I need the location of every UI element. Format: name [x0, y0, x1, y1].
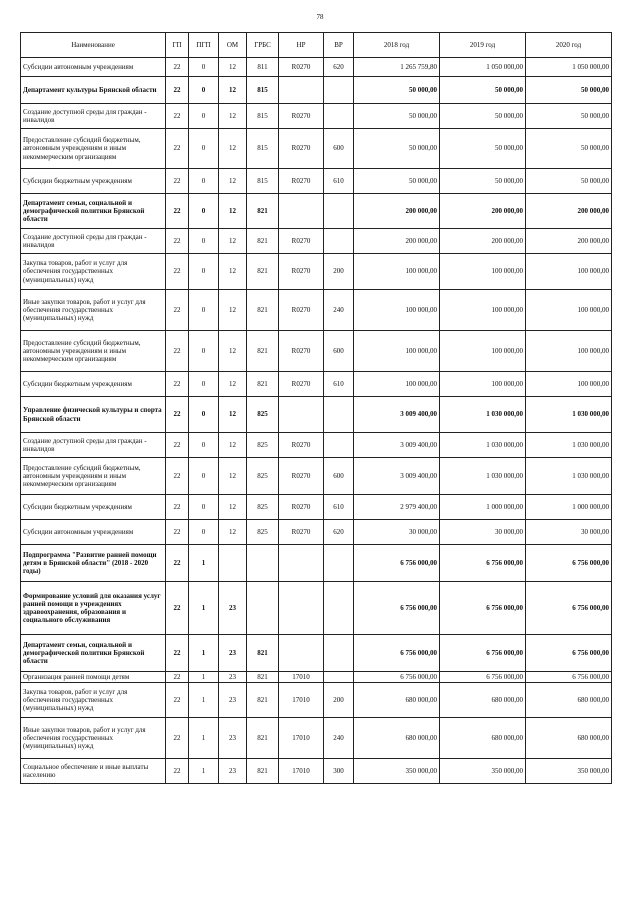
cell-grbs: 821: [247, 229, 279, 254]
cell-pgp: 0: [189, 433, 219, 458]
table-row: [21, 520, 612, 545]
table-row: [21, 169, 612, 194]
col-om-header: ОМ: [219, 33, 247, 58]
cell-name: Департамент культуры Брянской области: [21, 77, 166, 104]
cell-nr: R0270: [279, 372, 324, 397]
cell-vr: [324, 672, 354, 683]
cell-2019: 100 000,00: [440, 331, 526, 372]
cell-2020: 30 000,00: [526, 520, 612, 545]
cell-nr: R0270: [279, 169, 324, 194]
cell-2018: 6 756 000,00: [354, 545, 440, 582]
cell-2018: 200 000,00: [354, 229, 440, 254]
cell-grbs: 825: [247, 495, 279, 520]
cell-2018: 100 000,00: [354, 331, 440, 372]
table-row: [21, 397, 612, 433]
cell-2018: 50 000,00: [354, 129, 440, 169]
cell-om: [219, 545, 247, 582]
cell-grbs: [247, 545, 279, 582]
cell-name: Субсидии бюджетным учреждениям: [21, 372, 166, 397]
cell-name: Департамент семьи, социальной и демографической политики Брянской области: [21, 194, 166, 229]
cell-vr: [324, 104, 354, 129]
cell-vr: [324, 194, 354, 229]
cell-name: Создание доступной среды для граждан - инвалидов: [21, 433, 166, 458]
cell-pgp: 0: [189, 495, 219, 520]
cell-nr: R0270: [279, 495, 324, 520]
cell-vr: 240: [324, 290, 354, 331]
col-grbs-header: ГРБС: [247, 33, 279, 58]
table-row: [21, 194, 612, 229]
cell-om: 12: [219, 372, 247, 397]
cell-name: Субсидии бюджетным учреждениям: [21, 495, 166, 520]
cell-2020: 200 000,00: [526, 229, 612, 254]
cell-2018: 6 756 000,00: [354, 582, 440, 635]
cell-pgp: 0: [189, 58, 219, 77]
cell-name: Закупка товаров, работ и услуг для обеспечения государственных (муниципальных) нужд: [21, 254, 166, 290]
cell-nr: [279, 545, 324, 582]
cell-grbs: 821: [247, 635, 279, 672]
cell-pgp: 0: [189, 77, 219, 104]
cell-pgp: 1: [189, 672, 219, 683]
cell-name: Субсидии бюджетным учреждениям: [21, 169, 166, 194]
cell-gp: 22: [166, 58, 189, 77]
table-row: [21, 331, 612, 372]
cell-grbs: 825: [247, 433, 279, 458]
cell-name: Субсидии автономным учреждениям: [21, 520, 166, 545]
cell-2018: 6 756 000,00: [354, 635, 440, 672]
table-row: [21, 433, 612, 458]
cell-name: Предоставление субсидий бюджетным, автономным учреждениям и иным некоммерческим организациям: [21, 129, 166, 169]
cell-gp: 22: [166, 683, 189, 718]
cell-vr: 200: [324, 254, 354, 290]
cell-2020: 100 000,00: [526, 372, 612, 397]
cell-gp: 22: [166, 433, 189, 458]
cell-2019: 50 000,00: [440, 104, 526, 129]
cell-2020: 50 000,00: [526, 169, 612, 194]
table-row: [21, 683, 612, 718]
cell-2019: 1 000 000,00: [440, 495, 526, 520]
cell-om: 23: [219, 672, 247, 683]
cell-om: 12: [219, 129, 247, 169]
cell-pgp: 0: [189, 254, 219, 290]
cell-2018: 6 756 000,00: [354, 672, 440, 683]
table-row: [21, 495, 612, 520]
cell-2019: 100 000,00: [440, 372, 526, 397]
cell-pgp: 0: [189, 397, 219, 433]
cell-2020: 6 756 000,00: [526, 635, 612, 672]
cell-2020: 680 000,00: [526, 718, 612, 759]
cell-nr: R0270: [279, 290, 324, 331]
cell-nr: R0270: [279, 58, 324, 77]
cell-grbs: 821: [247, 290, 279, 331]
cell-vr: 200: [324, 683, 354, 718]
cell-grbs: 815: [247, 77, 279, 104]
cell-2018: 3 009 400,00: [354, 397, 440, 433]
cell-gp: 22: [166, 582, 189, 635]
cell-om: 12: [219, 290, 247, 331]
cell-vr: [324, 545, 354, 582]
cell-2020: 50 000,00: [526, 104, 612, 129]
table-header: [21, 33, 612, 58]
cell-2019: 6 756 000,00: [440, 672, 526, 683]
cell-2019: 680 000,00: [440, 683, 526, 718]
cell-pgp: 0: [189, 194, 219, 229]
cell-vr: 600: [324, 331, 354, 372]
cell-grbs: 821: [247, 672, 279, 683]
cell-gp: 22: [166, 372, 189, 397]
cell-gp: 22: [166, 229, 189, 254]
cell-nr: 17010: [279, 683, 324, 718]
col-name-header: Наименование: [21, 33, 166, 58]
table-row: [21, 77, 612, 104]
cell-name: Субсидии автономным учреждениям: [21, 58, 166, 77]
table-row: [21, 759, 612, 784]
cell-gp: 22: [166, 520, 189, 545]
table-row: [21, 718, 612, 759]
cell-grbs: [247, 582, 279, 635]
table-body: [21, 58, 612, 784]
cell-grbs: 821: [247, 372, 279, 397]
cell-2020: 6 756 000,00: [526, 545, 612, 582]
col-2020-header: 2020 год: [526, 33, 612, 58]
cell-vr: [324, 229, 354, 254]
header-row: [21, 33, 612, 58]
cell-gp: 22: [166, 254, 189, 290]
cell-2020: 1 000 000,00: [526, 495, 612, 520]
table-row: [21, 458, 612, 495]
cell-2018: 100 000,00: [354, 290, 440, 331]
cell-2019: 50 000,00: [440, 169, 526, 194]
cell-vr: 620: [324, 58, 354, 77]
cell-2019: 30 000,00: [440, 520, 526, 545]
cell-2020: 200 000,00: [526, 194, 612, 229]
cell-om: 23: [219, 759, 247, 784]
cell-grbs: 825: [247, 458, 279, 495]
cell-2019: 1 030 000,00: [440, 458, 526, 495]
cell-2020: 680 000,00: [526, 683, 612, 718]
cell-grbs: 821: [247, 331, 279, 372]
cell-om: 12: [219, 433, 247, 458]
cell-2020: 100 000,00: [526, 290, 612, 331]
cell-2018: 1 265 759,80: [354, 58, 440, 77]
cell-grbs: 811: [247, 58, 279, 77]
cell-2020: 50 000,00: [526, 129, 612, 169]
cell-pgp: 1: [189, 545, 219, 582]
cell-pgp: 0: [189, 458, 219, 495]
page-number: 78: [316, 13, 324, 21]
cell-om: 12: [219, 458, 247, 495]
cell-2018: 350 000,00: [354, 759, 440, 784]
cell-om: 12: [219, 397, 247, 433]
cell-om: 23: [219, 635, 247, 672]
cell-pgp: 1: [189, 718, 219, 759]
cell-om: 12: [219, 520, 247, 545]
cell-nr: [279, 582, 324, 635]
cell-nr: 17010: [279, 672, 324, 683]
cell-om: 23: [219, 718, 247, 759]
cell-vr: 240: [324, 718, 354, 759]
table-row: [21, 104, 612, 129]
cell-2018: 680 000,00: [354, 718, 440, 759]
cell-grbs: 821: [247, 683, 279, 718]
cell-gp: 22: [166, 194, 189, 229]
table-row: [21, 672, 612, 683]
cell-2018: 100 000,00: [354, 372, 440, 397]
table-row: [21, 290, 612, 331]
cell-pgp: 0: [189, 290, 219, 331]
cell-nr: 17010: [279, 759, 324, 784]
cell-2018: 50 000,00: [354, 169, 440, 194]
cell-vr: [324, 582, 354, 635]
cell-pgp: 1: [189, 582, 219, 635]
cell-2019: 1 030 000,00: [440, 397, 526, 433]
col-nr-header: НР: [279, 33, 324, 58]
cell-2019: 200 000,00: [440, 194, 526, 229]
cell-name: Иные закупки товаров, работ и услуг для обеспечения государственных (муниципальных) нужд: [21, 290, 166, 331]
table-row: [21, 58, 612, 77]
cell-vr: [324, 433, 354, 458]
cell-name: Организация ранней помощи детям: [21, 672, 166, 683]
cell-gp: 22: [166, 290, 189, 331]
cell-om: 12: [219, 495, 247, 520]
cell-2019: 6 756 000,00: [440, 582, 526, 635]
cell-name: Предоставление субсидий бюджетным, автономным учреждениям и иным некоммерческим организациям: [21, 331, 166, 372]
cell-nr: R0270: [279, 458, 324, 495]
cell-vr: 610: [324, 372, 354, 397]
cell-2019: 680 000,00: [440, 718, 526, 759]
table-row: [21, 372, 612, 397]
budget-table: [20, 32, 612, 784]
cell-name: Создание доступной среды для граждан - инвалидов: [21, 229, 166, 254]
cell-2020: 100 000,00: [526, 254, 612, 290]
cell-2018: 680 000,00: [354, 683, 440, 718]
cell-name: Формирование условий для оказания услуг ранней помощи в учреждениях здравоохранения, образования и социального обслуживания: [21, 582, 166, 635]
cell-om: 12: [219, 104, 247, 129]
col-2019-header: 2019 год: [440, 33, 526, 58]
cell-gp: 22: [166, 169, 189, 194]
cell-name: Социальное обеспечение и иные выплаты населению: [21, 759, 166, 784]
cell-2020: 1 030 000,00: [526, 458, 612, 495]
cell-nr: R0270: [279, 331, 324, 372]
cell-2019: 6 756 000,00: [440, 635, 526, 672]
cell-gp: 22: [166, 759, 189, 784]
cell-om: 23: [219, 582, 247, 635]
cell-2020: 6 756 000,00: [526, 672, 612, 683]
cell-2020: 350 000,00: [526, 759, 612, 784]
cell-om: 12: [219, 194, 247, 229]
cell-om: 12: [219, 58, 247, 77]
cell-nr: [279, 635, 324, 672]
cell-pgp: 0: [189, 129, 219, 169]
cell-2020: 100 000,00: [526, 331, 612, 372]
col-vr-header: ВР: [324, 33, 354, 58]
table-row: [21, 635, 612, 672]
cell-om: 12: [219, 229, 247, 254]
cell-gp: 22: [166, 672, 189, 683]
col-gp-header: ГП: [166, 33, 189, 58]
cell-2018: 3 009 400,00: [354, 458, 440, 495]
cell-gp: 22: [166, 331, 189, 372]
cell-nr: [279, 194, 324, 229]
cell-2018: 100 000,00: [354, 254, 440, 290]
cell-gp: 22: [166, 77, 189, 104]
cell-pgp: 1: [189, 759, 219, 784]
cell-vr: 600: [324, 458, 354, 495]
table-row: [21, 582, 612, 635]
cell-vr: 600: [324, 129, 354, 169]
cell-gp: 22: [166, 545, 189, 582]
cell-name: Предоставление субсидий бюджетным, автономным учреждениям и иным некоммерческим организациям: [21, 458, 166, 495]
cell-grbs: 821: [247, 194, 279, 229]
cell-pgp: 0: [189, 229, 219, 254]
cell-2019: 50 000,00: [440, 77, 526, 104]
cell-gp: 22: [166, 635, 189, 672]
cell-vr: [324, 635, 354, 672]
cell-name: Иные закупки товаров, работ и услуг для обеспечения государственных (муниципальных) нужд: [21, 718, 166, 759]
cell-2019: 350 000,00: [440, 759, 526, 784]
cell-nr: R0270: [279, 104, 324, 129]
cell-om: 23: [219, 683, 247, 718]
cell-gp: 22: [166, 495, 189, 520]
table-row: [21, 129, 612, 169]
cell-2018: 2 979 400,00: [354, 495, 440, 520]
cell-2018: 30 000,00: [354, 520, 440, 545]
cell-name: Закупка товаров, работ и услуг для обеспечения государственных (муниципальных) нужд: [21, 683, 166, 718]
cell-2020: 50 000,00: [526, 77, 612, 104]
cell-om: 12: [219, 254, 247, 290]
cell-2019: 1 030 000,00: [440, 433, 526, 458]
cell-2020: 1 030 000,00: [526, 397, 612, 433]
cell-pgp: 1: [189, 635, 219, 672]
cell-grbs: 821: [247, 759, 279, 784]
cell-gp: 22: [166, 718, 189, 759]
cell-2018: 3 009 400,00: [354, 433, 440, 458]
table-row: [21, 545, 612, 582]
cell-2019: 100 000,00: [440, 254, 526, 290]
cell-name: Управление физической культуры и спорта Брянской области: [21, 397, 166, 433]
cell-nr: R0270: [279, 129, 324, 169]
cell-2018: 50 000,00: [354, 104, 440, 129]
table-row: [21, 229, 612, 254]
cell-2020: 6 756 000,00: [526, 582, 612, 635]
cell-grbs: 815: [247, 104, 279, 129]
cell-vr: 610: [324, 169, 354, 194]
cell-om: 12: [219, 77, 247, 104]
cell-nr: 17010: [279, 718, 324, 759]
cell-nr: [279, 397, 324, 433]
cell-2019: 100 000,00: [440, 290, 526, 331]
cell-pgp: 0: [189, 169, 219, 194]
cell-om: 12: [219, 331, 247, 372]
cell-vr: 610: [324, 495, 354, 520]
cell-pgp: 0: [189, 372, 219, 397]
cell-nr: [279, 77, 324, 104]
cell-nr: R0270: [279, 520, 324, 545]
cell-vr: [324, 397, 354, 433]
cell-gp: 22: [166, 397, 189, 433]
cell-grbs: 821: [247, 254, 279, 290]
cell-name: Подпрограмма "Развитие ранней помощи детям в Брянской области" (2018 - 2020 годы): [21, 545, 166, 582]
cell-2020: 1 030 000,00: [526, 433, 612, 458]
cell-vr: 300: [324, 759, 354, 784]
cell-pgp: 1: [189, 683, 219, 718]
cell-gp: 22: [166, 104, 189, 129]
col-2018-header: 2018 год: [354, 33, 440, 58]
cell-vr: [324, 77, 354, 104]
cell-pgp: 0: [189, 520, 219, 545]
cell-gp: 22: [166, 129, 189, 169]
cell-om: 12: [219, 169, 247, 194]
col-pgp-header: ПГП: [189, 33, 219, 58]
cell-name: Департамент семьи, социальной и демографической политики Брянской области: [21, 635, 166, 672]
cell-grbs: 815: [247, 129, 279, 169]
cell-grbs: 825: [247, 397, 279, 433]
cell-2019: 50 000,00: [440, 129, 526, 169]
cell-pgp: 0: [189, 331, 219, 372]
cell-nr: R0270: [279, 433, 324, 458]
cell-grbs: 825: [247, 520, 279, 545]
cell-nr: R0270: [279, 254, 324, 290]
cell-2020: 1 050 000,00: [526, 58, 612, 77]
cell-2018: 200 000,00: [354, 194, 440, 229]
cell-2019: 200 000,00: [440, 229, 526, 254]
cell-grbs: 821: [247, 718, 279, 759]
cell-2019: 6 756 000,00: [440, 545, 526, 582]
cell-nr: R0270: [279, 229, 324, 254]
cell-vr: 620: [324, 520, 354, 545]
cell-grbs: 815: [247, 169, 279, 194]
table-row: [21, 254, 612, 290]
cell-name: Создание доступной среды для граждан - инвалидов: [21, 104, 166, 129]
cell-gp: 22: [166, 458, 189, 495]
cell-2018: 50 000,00: [354, 77, 440, 104]
cell-pgp: 0: [189, 104, 219, 129]
cell-2019: 1 050 000,00: [440, 58, 526, 77]
